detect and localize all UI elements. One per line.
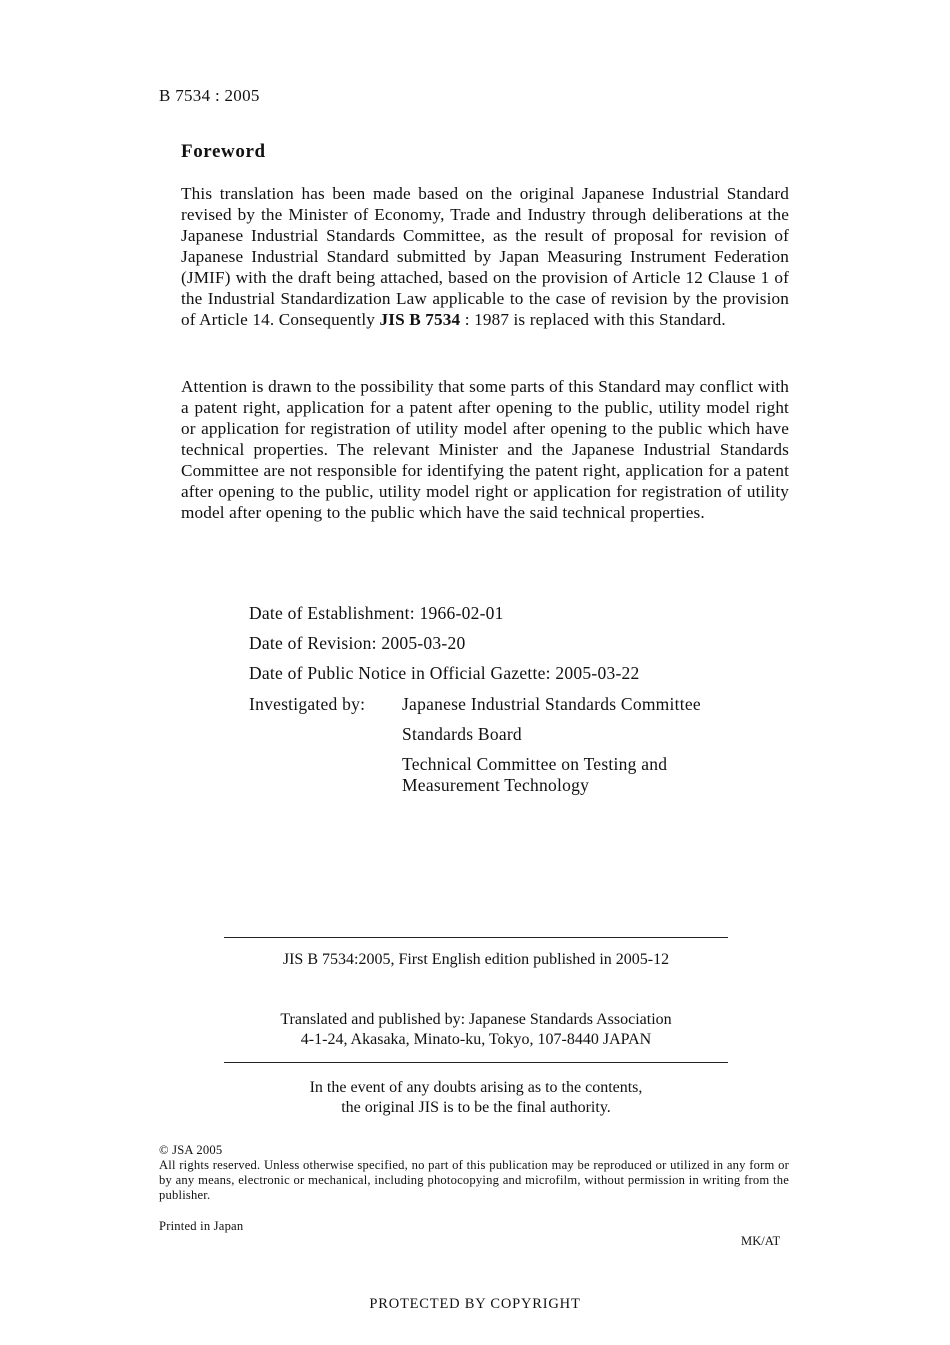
standard-code-header: B 7534 : 2005 (159, 86, 260, 105)
jis-reference-bold: JIS B 7534 (379, 310, 461, 329)
investigator-item: Technical Committee on Testing and Measurement Technology (402, 754, 668, 795)
protected-watermark: PROTECTED BY COPYRIGHT (369, 1296, 581, 1312)
publisher-address: 4-1-24, Akasaka, Minato-ku, Tokyo, 107-8440 JAPAN (300, 1031, 652, 1048)
investigator-item: Japanese Industrial Standards Committee (402, 694, 701, 714)
publisher-block (224, 1010, 728, 1050)
date-of-revision: Date of Revision: 2005-03-20 (249, 633, 466, 653)
investigated-by-label: Investigated by: (249, 694, 366, 714)
authority-line-1: In the event of any doubts arising as to the contents, (309, 1079, 643, 1096)
para1-text-start: This translation has been made based on the original Japanese Industrial Standard revised by the Minister of Economy, Trade and Industry through deliberations at the Japanese Industrial Standards Committee, as the result of proposal for revision of Japanese Industrial Standard submitted by Japan Measuring Instrument Federation (JMIF) with the draft being attached, based on the provision of Article 12 Clause 1 of the Industrial Standardization Law applicable to the case of revision by the provision of Article 14. Consequently (181, 184, 789, 329)
publisher-line-1: Translated and published by: Japanese Standards Association (280, 1011, 672, 1028)
divider-bottom (224, 1062, 728, 1063)
date-of-public-notice: Date of Public Notice in Official Gazette: 2005-03-22 (249, 663, 640, 683)
edition-note: JIS B 7534:2005, First English edition published in 2005-12 (282, 951, 670, 968)
translator-initials: MK/AT (741, 1234, 781, 1248)
para1-text-end: : 1987 is replaced with this Standard. (460, 310, 726, 329)
authority-note (224, 1078, 728, 1118)
foreword-heading: Foreword (181, 141, 266, 162)
date-of-establishment: Date of Establishment: 1966-02-01 (249, 603, 504, 623)
foreword-paragraph-2: Attention is drawn to the possibility that some parts of this Standard may conflict with a patent right, application for a patent after opening to the public, utility model right or application for registration of utility model after opening to the public which have technical properties. The relevant Minister and the Japanese Industrial Standards Committee are not responsible for identifying the patent right, application for a patent after opening to the public, utility model right or application for registration of utility model after opening to the public which have the said technical properties. (181, 377, 789, 522)
rights-statement: All rights reserved. Unless otherwise specified, no part of this publication may be reproduced or utilized in any form or by any means, electronic or mechanical, including photocopying and microfilm, without permission in writing from the publisher. (159, 1158, 789, 1202)
copyright-notice: © JSA 2005 (159, 1143, 223, 1157)
authority-line-2: the original JIS is to be the final authority. (341, 1099, 611, 1116)
investigator-item: Standards Board (402, 724, 522, 744)
foreword-paragraph-1 (181, 183, 789, 330)
printed-in-note: Printed in Japan (159, 1219, 244, 1233)
divider-top (224, 937, 728, 938)
